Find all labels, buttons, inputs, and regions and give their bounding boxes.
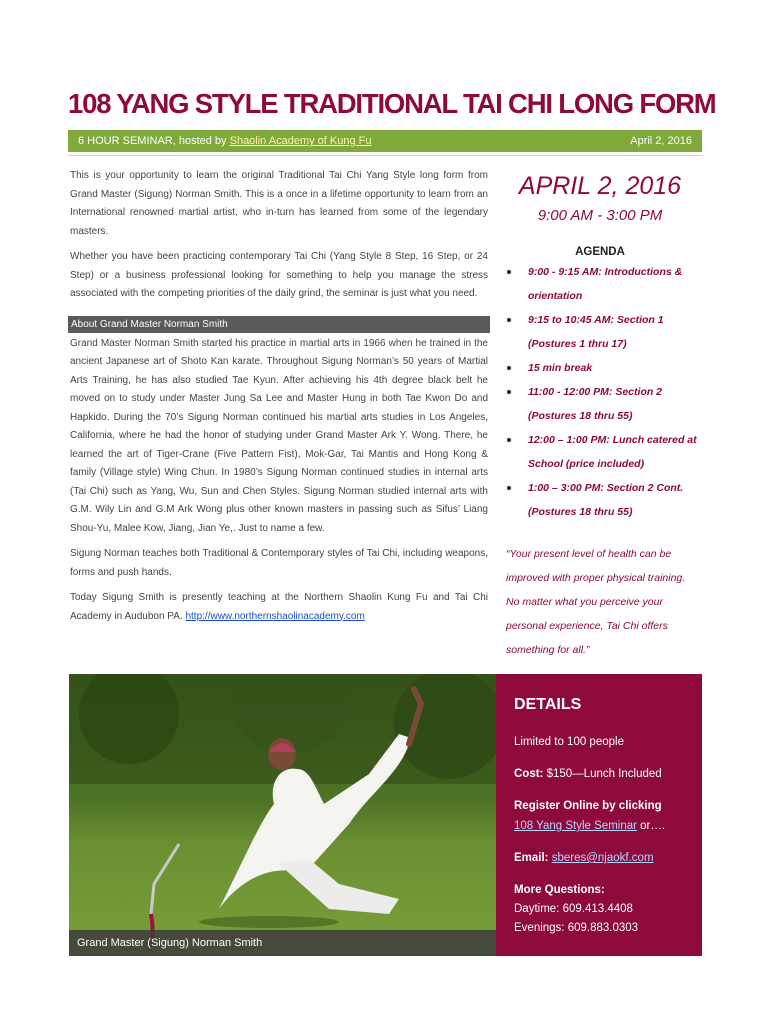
email-line	[514, 848, 700, 868]
bullet-icon	[507, 438, 511, 442]
about-paragraph-3	[70, 589, 488, 626]
agenda-item: 15 min break	[500, 356, 700, 380]
agenda-item: 9:15 to 10:45 AM: Section 1 (Postures 1 thru 17)	[500, 308, 700, 356]
banner-host-line	[78, 130, 371, 152]
cost-value: $150—Lunch Included	[543, 768, 662, 780]
details-panel	[496, 674, 702, 956]
master-photo	[69, 674, 496, 956]
agenda-list	[500, 260, 700, 524]
cost-label: Cost:	[514, 768, 544, 780]
email-label: Email:	[514, 852, 549, 864]
capacity-text: Limited to 100 people	[514, 736, 624, 748]
about-heading: About Grand Master Norman Smith	[68, 316, 490, 333]
about-paragraph-2: Sigung Norman teaches both Traditional & Contemporary styles of Tai Chi, including weapons, forms and push hands.	[70, 548, 488, 578]
banner-date: April 2, 2016	[630, 135, 692, 147]
agenda-item: 11:00 - 12:00 PM: Section 2 (Postures 18 thru 55)	[500, 380, 700, 428]
about-paragraph-3-text: Today Sigung Smith is presently teaching at the Northern Shaolin Kung Fu and Tai Chi Academy in Audubon PA.	[70, 592, 488, 622]
photo-caption: Grand Master (Sigung) Norman Smith	[69, 930, 496, 956]
evening-phone: Evenings: 609.883.0303	[514, 922, 639, 934]
register-line	[514, 816, 700, 836]
bullet-icon	[507, 270, 511, 274]
event-date: APRIL 2, 2016	[518, 172, 682, 200]
master-photo-image	[69, 674, 496, 956]
intro-paragraph-2: Whether you have been practicing contemporary Tai Chi (Yang Style 8 Step, 16 Step, or 24 Step) or a business professional looking for something to help you manage the stress associated with the competing priorities of the daily grind, the seminar is just what you need.	[70, 251, 488, 299]
host-link[interactable]: Shaolin Academy of Kung Fu	[229, 135, 372, 147]
register-label: Register Online by clicking	[514, 800, 662, 812]
bullet-icon	[507, 366, 511, 370]
academy-website-link[interactable]: http://www.northernshaolinacademy.com	[185, 610, 365, 622]
right-column	[500, 166, 700, 662]
questions-label: More Questions:	[514, 884, 605, 896]
agenda-item: 12:00 – 1:00 PM: Lunch catered at School (price included)	[500, 428, 700, 476]
register-link[interactable]: 108 Yang Style Seminar	[514, 820, 637, 832]
bullet-icon	[507, 486, 511, 490]
left-column	[70, 167, 488, 626]
intro-paragraph-1: This is your opportunity to learn the original Traditional Tai Chi Yang Style long form from Grand Master (Sigung) Norman Smith. This is a once in a lifetime opportunity to learn from an International renowned martial artist, who in-turn has learned from some of the legendary masters.	[70, 170, 488, 237]
about-paragraph-1: Grand Master Norman Smith started his practice in martial arts in 1966 when he trained in the ancient Japanese art of Shoto Kan karate. Throughout Sigung Norman’s 50 years of Martial Arts Training, he has also studied Tae Kyun. After achieving his 4th degree black belt he moved on to study under Master Jung Sa Lee and Master Hung in both Tae Kwon Do and Hapkido. During the 70’s Sigung Norman continued his martial arts studies in Los Angeles, California, where he had the honor of studying under Grand Master Ark Y. Wong. There, he learned the art of Tiger-Crane (Five Pattern Fist), Mok-Gar, Tai Mantis and Hong Kong & family (Village style) Wing Chun. In 1980’s Sigung Norman continued studies in internal arts (Tai Chi) such as Yang, Wu, Sun and Chen Styles. Sigung Norman studied internal arts with G.M. Wily Lin and G.M Ark Wong plus other known masters in passing such as Sifus’ Liang Shou-Yu, Malee Kow, Jiang, Jian Ye,. Just to name a few.	[70, 337, 488, 534]
banner-prefix: 6 HOUR SEMINAR, hosted by	[78, 135, 230, 147]
email-link[interactable]: sberes@njaokf.com	[551, 852, 654, 864]
page-title: 108 YANG STYLE TRADITIONAL TAI CHI LONG FORM	[68, 88, 716, 119]
health-quote: “Your present level of health can be improved with proper physical training. No matter what you perceive your personal experience, Tai Chi offers something for all.”	[506, 548, 686, 656]
bullet-icon	[507, 390, 511, 394]
agenda-heading: AGENDA	[575, 246, 625, 258]
seminar-banner	[68, 130, 702, 152]
cost-line	[514, 764, 700, 784]
details-heading: DETAILS	[514, 696, 582, 713]
divider	[68, 155, 702, 156]
agenda-item: 1:00 – 3:00 PM: Section 2 Cont. (Postures 18 thru 55)	[500, 476, 700, 524]
register-suffix: or….	[636, 820, 666, 832]
bullet-icon	[507, 318, 511, 322]
event-time: 9:00 AM - 3:00 PM	[537, 207, 663, 224]
daytime-phone: Daytime: 609.413.4408	[514, 903, 633, 915]
agenda-item: 9:00 - 9:15 AM: Introductions & orientation	[500, 260, 700, 308]
